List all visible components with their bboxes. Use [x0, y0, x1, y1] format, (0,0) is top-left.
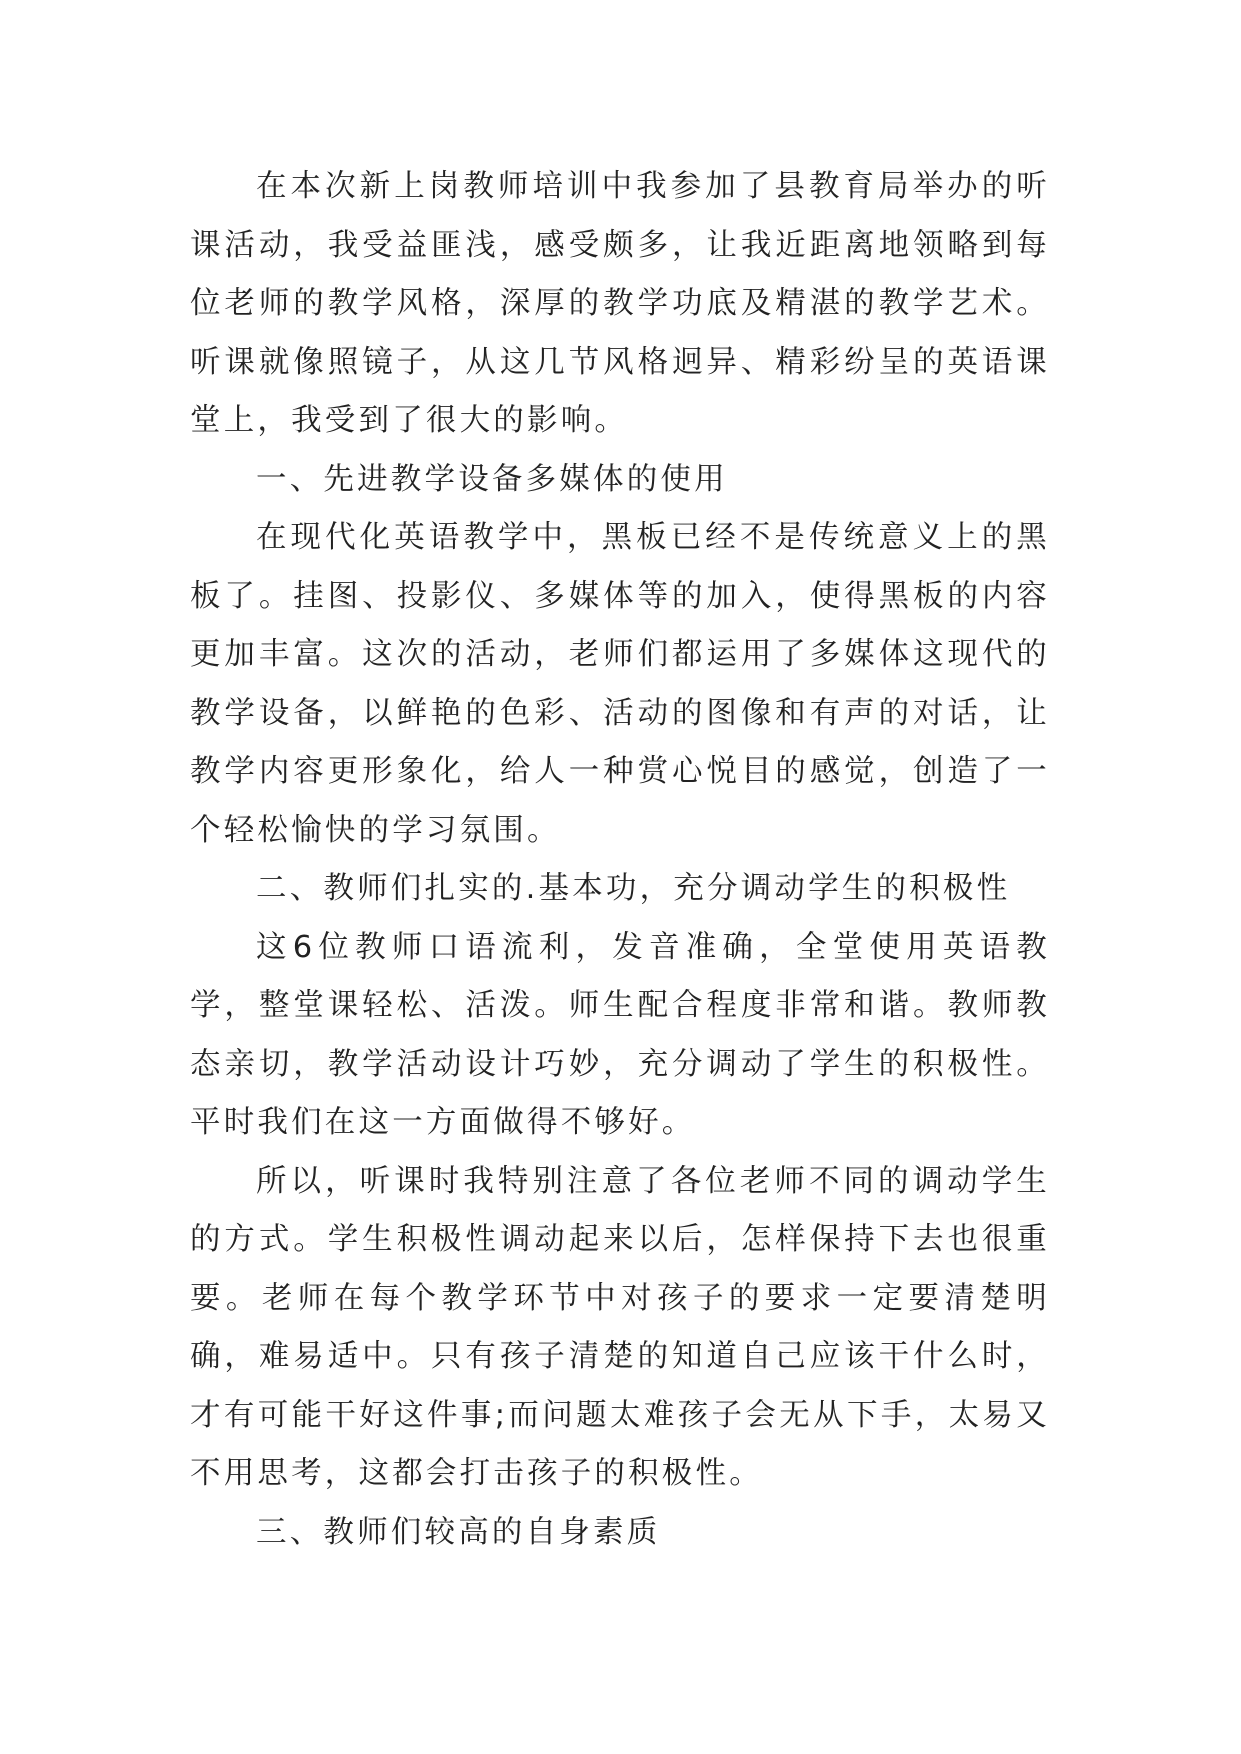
section-heading-2: 二、教师们扎实的.基本功，充分调动学生的积极性	[256, 871, 1011, 906]
section-2-paragraph-1: 这6位教师口语流利，发音准确，全堂使用英语教学，整堂课轻松、活泼。师生配合程度非常和谐。教师教态亲切，教学活动设计巧妙，充分调动了学生的积极性。平时我们在这一方面做得不够好。	[190, 929, 1050, 1140]
section-2-paragraph-2: 所以，听课时我特别注意了各位老师不同的调动学生的方式。学生积极性调动起来以后，怎样保持下去也很重要。老师在每个教学环节中对孩子的要求一定要清楚明确，难易适中。只有孩子清楚的知道自己应该干什么时，才有可能干好这件事;而问题太难孩子会无从下手，太易又不用思考，这都会打击孩子的积极性。	[190, 1163, 1050, 1491]
document-body	[190, 158, 1050, 1562]
intro-paragraph: 在本次新上岗教师培训中我参加了县教育局举办的听课活动，我受益匪浅，感受颇多，让我近距离地领略到每位老师的教学风格，深厚的教学功底及精湛的教学艺术。听课就像照镜子，从这几节风格迥异、精彩纷呈的英语课堂上，我受到了很大的影响。	[190, 169, 1050, 438]
section-heading-3: 三、教师们较高的自身素质	[256, 1514, 661, 1550]
section-heading-1: 一、先进教学设备多媒体的使用	[256, 461, 728, 497]
section-1-paragraph: 在现代化英语教学中，黑板已经不是传统意义上的黑板了。挂图、投影仪、多媒体等的加入，使得黑板的内容更加丰富。这次的活动，老师们都运用了多媒体这现代的教学设备，以鲜艳的色彩、活动的图像和有声的对话，让教学内容更形象化，给人一种赏心悦目的感觉，创造了一个轻松愉快的学习氛围。	[190, 520, 1050, 848]
